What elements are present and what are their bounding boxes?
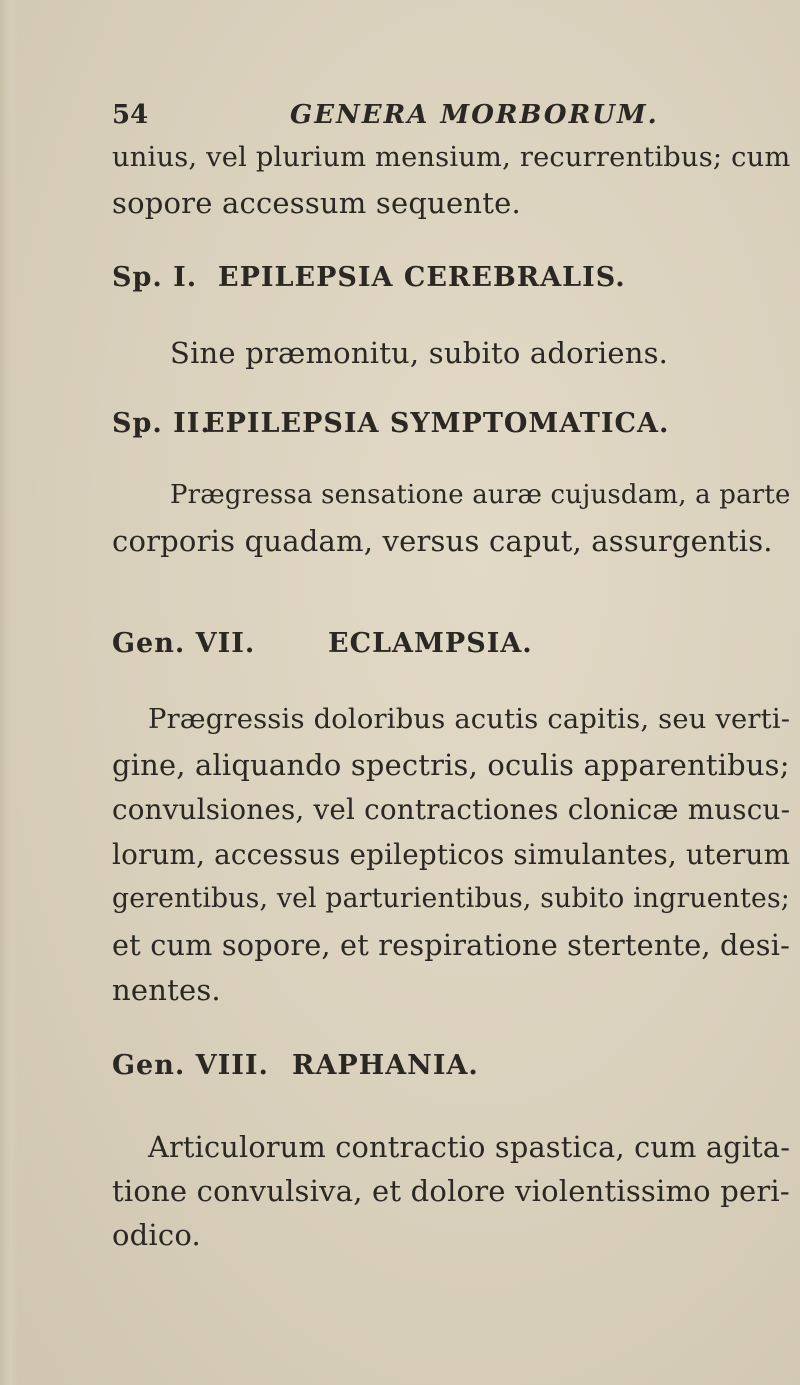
intro-line-1: unius, vel plurium mensium, recurrentibus; cum (112, 142, 791, 173)
gen8-line-3: odico. (112, 1218, 201, 1252)
gen7-line-1: Prægressis doloribus acutis capitis, seu verti- (148, 704, 791, 735)
gen7-title: ECLAMPSIA. (328, 628, 533, 659)
gen7-line-6: et cum sopore, et respiratione stertente, desi- (112, 928, 790, 962)
sp2-title: EPILEPSIA SYMPTOMATICA. (204, 408, 670, 439)
gen7-line-7: nentes. (112, 973, 221, 1007)
sp2-line-1: Prægressa sensatione auræ cujusdam, a parte (170, 480, 791, 510)
sp1-title: EPILEPSIA CEREBRALIS. (218, 262, 626, 293)
gen7-line-5: gerentibus, vel parturientibus, subito ingruentes; (112, 883, 790, 914)
gen7-line-4: lorum, accessus epilepticos simulantes, uterum (112, 838, 791, 871)
running-title: GENERA MORBORUM. (290, 100, 659, 130)
gen7-line-2: gine, aliquando spectris, oculis apparentibus; (112, 748, 790, 782)
sp2-label: Sp. II. (112, 408, 211, 439)
gen8-line-2: tione convulsiva, et dolore violentissimo peri- (112, 1174, 790, 1208)
sp1-label: Sp. I. (112, 262, 198, 293)
intro-line-2: sopore accessum sequente. (112, 186, 521, 220)
gen8-line-1: Articulorum contractio spastica, cum agita- (148, 1130, 791, 1164)
gen8-title: RAPHANIA. (292, 1050, 479, 1081)
page-gutter (0, 0, 18, 1385)
gen7-line-3: convulsiones, vel contractiones clonicæ muscu- (112, 793, 791, 826)
gen8-label: Gen. VIII. (112, 1050, 269, 1081)
page-number: 54 (112, 100, 149, 130)
sp1-text: Sine præmonitu, subito adoriens. (170, 336, 669, 370)
gen7-label: Gen. VII. (112, 628, 256, 659)
sp2-line-2: corporis quadam, versus caput, assurgentis. (112, 524, 773, 558)
